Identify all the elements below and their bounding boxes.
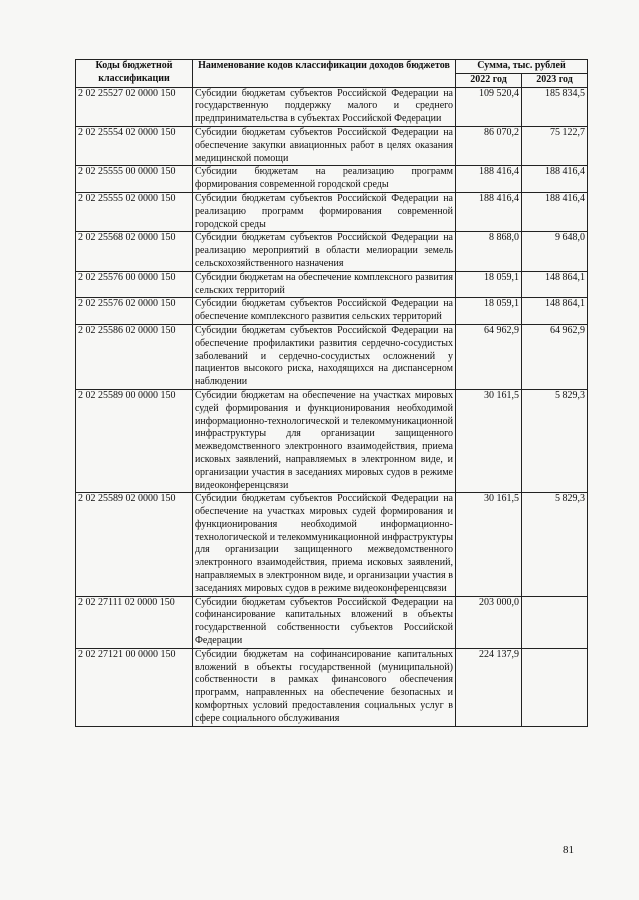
row-code: 2 02 25576 02 0000 150	[76, 298, 193, 325]
row-name: Субсидии бюджетам субъектов Российской Федерации на обеспечение на участках мировых судей формирования и функционирования необходимой информационно-технологической и телекоммуникационной инфраструктуры для организации защищенного межведомственного электронного взаимодействия, приема исковых заявлений, направляемых в электронном виде, и организации участия в заседаниях мировых судов в режиме видеоконференцсвязи	[193, 493, 456, 596]
row-name: Субсидии бюджетам на софинансирование капитальных вложений в объекты государственной (муниципальной) собственности в рамках финансового обеспечения программ, направленных на обеспечение безопасных и комфортных условий предоставления социальных услуг в сфере социального обслуживания	[193, 648, 456, 726]
table-row	[76, 192, 588, 231]
table-row	[76, 166, 588, 193]
row-code: 2 02 25527 02 0000 150	[76, 87, 193, 126]
row-code: 2 02 25568 02 0000 150	[76, 232, 193, 271]
row-value-2022: 18 059,1	[456, 298, 522, 325]
table-row	[76, 389, 588, 492]
row-value-2022: 203 000,0	[456, 596, 522, 648]
budget-income-table	[75, 59, 588, 727]
row-name: Субсидии бюджетам субъектов Российской Федерации на реализацию программ формирования современной городской среды	[193, 192, 456, 231]
row-name: Субсидии бюджетам субъектов Российской Федерации на софинансирование капитальных вложений в объекты государственной собственности субъектов Российской Федерации	[193, 596, 456, 648]
row-value-2022: 18 059,1	[456, 271, 522, 298]
row-name: Субсидии бюджетам субъектов Российской Федерации на государственную поддержку малого и среднего предпринимательства в субъектах Российской Федерации	[193, 87, 456, 126]
row-code: 2 02 25555 00 0000 150	[76, 166, 193, 193]
table-row	[76, 648, 588, 726]
row-value-2023: 64 962,9	[522, 324, 588, 389]
row-code: 2 02 25554 02 0000 150	[76, 126, 193, 165]
table-body	[76, 87, 588, 726]
table-row	[76, 87, 588, 126]
row-code: 2 02 25589 02 0000 150	[76, 493, 193, 596]
page-number: 81	[563, 844, 574, 856]
row-value-2022: 109 520,4	[456, 87, 522, 126]
table-row	[76, 298, 588, 325]
row-value-2022: 30 161,5	[456, 389, 522, 492]
header-year-2022: 2022 год	[456, 73, 522, 87]
row-value-2022: 224 137,9	[456, 648, 522, 726]
table-row	[76, 271, 588, 298]
header-name: Наименование кодов классификации доходов бюджетов	[193, 60, 456, 88]
row-code: 2 02 25589 00 0000 150	[76, 389, 193, 492]
row-value-2023: 75 122,7	[522, 126, 588, 165]
row-value-2022: 188 416,4	[456, 192, 522, 231]
row-code: 2 02 25576 00 0000 150	[76, 271, 193, 298]
header-sum: Сумма, тыс. рублей	[456, 60, 588, 74]
table-row	[76, 493, 588, 596]
row-value-2023	[522, 596, 588, 648]
table-row	[76, 232, 588, 271]
row-value-2023: 148 864,1	[522, 271, 588, 298]
row-value-2023: 9 648,0	[522, 232, 588, 271]
row-code: 2 02 25555 02 0000 150	[76, 192, 193, 231]
row-name: Субсидии бюджетам на реализацию программ формирования современной городской среды	[193, 166, 456, 193]
row-value-2022: 188 416,4	[456, 166, 522, 193]
row-value-2023: 5 829,3	[522, 493, 588, 596]
row-value-2023	[522, 648, 588, 726]
table-row	[76, 324, 588, 389]
row-value-2023: 185 834,5	[522, 87, 588, 126]
header-code: Коды бюджетной классификации	[76, 60, 193, 88]
header-year-2023: 2023 год	[522, 73, 588, 87]
row-value-2023: 148 864,1	[522, 298, 588, 325]
row-name: Субсидии бюджетам субъектов Российской Федерации на реализацию мероприятий в области мелиорации земель сельскохозяйственного назначения	[193, 232, 456, 271]
row-value-2022: 86 070,2	[456, 126, 522, 165]
row-value-2022: 8 868,0	[456, 232, 522, 271]
row-name: Субсидии бюджетам субъектов Российской Федерации на обеспечение комплексного развития сельских территорий	[193, 298, 456, 325]
table-row	[76, 596, 588, 648]
row-value-2022: 30 161,5	[456, 493, 522, 596]
row-code: 2 02 27121 00 0000 150	[76, 648, 193, 726]
row-name: Субсидии бюджетам субъектов Российской Федерации на обеспечение профилактики развития сердечно-сосудистых заболеваний и сердечно-сосудистых осложнений у пациентов высокого риска, находящихся на диспансерном наблюдении	[193, 324, 456, 389]
table-row	[76, 126, 588, 165]
table-header-row	[76, 60, 588, 74]
row-value-2022: 64 962,9	[456, 324, 522, 389]
row-value-2023: 5 829,3	[522, 389, 588, 492]
row-code: 2 02 27111 02 0000 150	[76, 596, 193, 648]
row-name: Субсидии бюджетам на обеспечение комплексного развития сельских территорий	[193, 271, 456, 298]
row-code: 2 02 25586 02 0000 150	[76, 324, 193, 389]
row-name: Субсидии бюджетам на обеспечение на участках мировых судей формирования и функционирования необходимой информационно-технологической и телекоммуникационной инфраструктуры для организации защищенного межведомственного электронного взаимодействия, приема исковых заявлений, направляемых в электронном виде, и организации участия в заседаниях мировых судов в режиме видеоконференцсвязи	[193, 389, 456, 492]
row-value-2023: 188 416,4	[522, 166, 588, 193]
row-value-2023: 188 416,4	[522, 192, 588, 231]
row-name: Субсидии бюджетам субъектов Российской Федерации на обеспечение закупки авиационных работ в целях оказания медицинской помощи	[193, 126, 456, 165]
